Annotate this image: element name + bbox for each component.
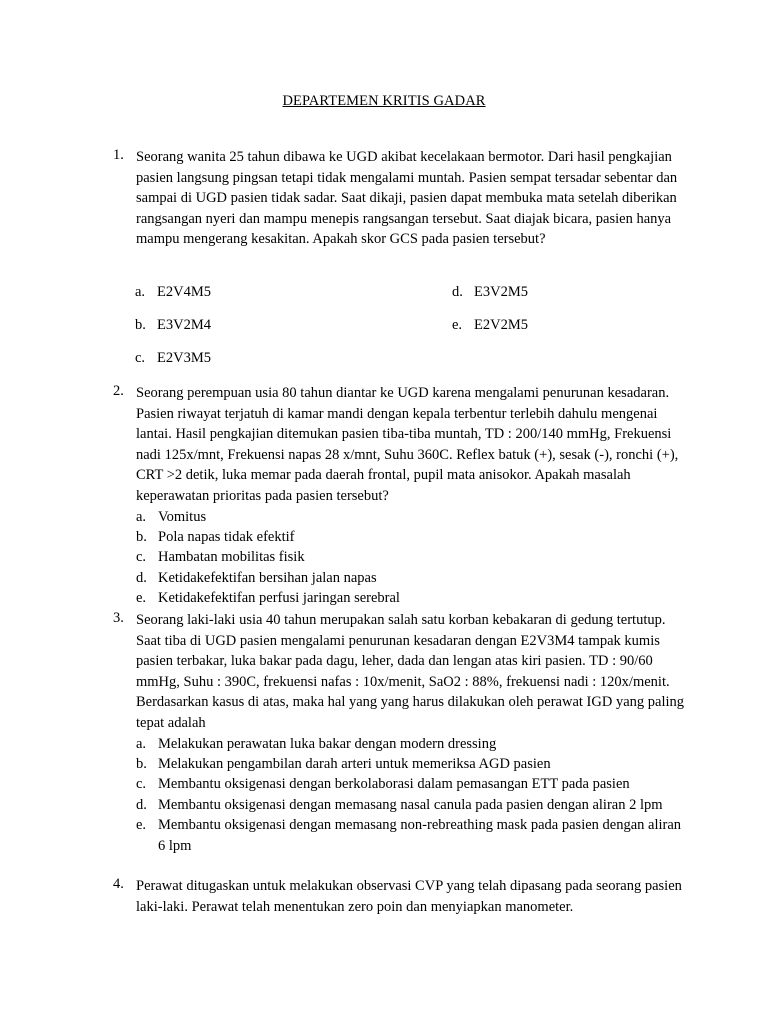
option-item	[136, 527, 688, 547]
question-text: Seorang laki-laki usia 40 tahun merupakan salah satu korban kebakaran di gedung tertutup. Saat tiba di UGD pasien mengalami penurunan kesadaran dengan E2V3M4 tampak kumis pasien terbakar, luka bakar pada dagu, leher, dada dan lengan atas kiri pasien. TD : 90/60 mmHg, Suhu : 390C, frekuensi nafas : 10x/menit, SaO2 : 88%, frekuensi nadi : 120x/menit. Berdasarkan kasus di atas, maka hal yang yang harus dilakukan oleh perawat IGD yang paling tepat adalah	[136, 612, 685, 731]
option-letter: b.	[135, 317, 146, 333]
option-item	[136, 774, 688, 794]
question-number: 2.	[113, 383, 124, 399]
question-text: Seorang wanita 25 tahun dibawa ke UGD akibat kecelakaan bermotor. Dari hasil pengkajian pasien langsung pingsan tetapi tidak mengalami muntah. Pasien sempat tersadar sebentar dan sampai di UGD pasien tidak sadar. Saat dikaji, pasien dapat membuka mata setelah diberikan rangsangan nyeri dan mampu menepis rangsangan tersebut. Saat diajak bicara, pasien hanya mampu mengerang kesakitan. Apakah skor GCS pada pasien tersebut?	[136, 149, 678, 248]
option-item	[136, 507, 688, 527]
option-text: E2V4M5	[157, 284, 211, 300]
option-text: E2V3M5	[157, 350, 211, 366]
question-4	[113, 876, 688, 917]
question-1	[113, 147, 688, 250]
option-letter: d.	[452, 284, 463, 300]
option-item	[136, 588, 688, 608]
option-text: Melakukan pengambilan darah arteri untuk memeriksa AGD pasien	[158, 755, 551, 772]
option-text: Ketidakefektifan perfusi jaringan serebral	[158, 590, 400, 607]
option-letter: d.	[136, 796, 147, 813]
question-number: 1.	[113, 147, 124, 163]
question-number: 4.	[113, 876, 124, 892]
option-item	[452, 317, 528, 334]
question-2	[113, 383, 688, 609]
option-text: Ketidakefektifan bersihan jalan napas	[158, 569, 377, 586]
option-letter: a.	[136, 508, 147, 525]
option-item	[135, 317, 211, 334]
option-text: Melakukan perawatan luka bakar dengan modern dressing	[158, 735, 497, 752]
question-text: Seorang perempuan usia 80 tahun diantar ke UGD karena mengalami penurunan kesadaran. Pasien riwayat terjatuh di kamar mandi dengan kepala terbentur terlebih dahulu mengenai lantai. Hasil pengkajian ditemukan pasien tiba-tiba muntah, TD : 200/140 mmHg, Frekuensi nadi 125x/mnt, Frekuensi napas 28 x/mnt, Suhu 360C. Reflex batuk (+), sesak (-), ronchi (+), CRT >2 detik, luka memar pada daerah frontal, pupil mata anisokor. Apakah masalah keperawatan prioritas pada pasien tersebut?	[136, 385, 679, 504]
question-2-options	[136, 507, 688, 609]
question-text: Perawat ditugaskan untuk melakukan observasi CVP yang telah dipasang pada seorang pasien laki-laki. Perawat telah menentukan zero poin dan menyiapkan manometer.	[136, 878, 682, 915]
option-item	[136, 568, 688, 588]
option-text: E2V2M5	[474, 317, 528, 333]
option-text: Vomitus	[158, 508, 207, 525]
option-letter: c.	[135, 350, 146, 366]
option-letter: d.	[136, 569, 147, 586]
option-letter: c.	[136, 549, 147, 566]
option-letter: a.	[136, 735, 147, 752]
option-item	[135, 350, 211, 367]
option-text: Pola napas tidak efektif	[158, 528, 295, 545]
option-text: E3V2M5	[474, 284, 528, 300]
option-letter: e.	[136, 590, 147, 607]
question-number: 3.	[113, 610, 124, 626]
option-item	[452, 284, 528, 301]
option-letter: c.	[136, 776, 147, 793]
option-letter: a.	[135, 284, 146, 300]
question-3-options	[136, 734, 688, 856]
document-title: DEPARTEMEN KRITIS GADAR	[282, 93, 486, 109]
option-letter: e.	[136, 817, 147, 834]
option-text: Membantu oksigenasi dengan berkolaborasi dalam pemasangan ETT pada pasien	[158, 776, 630, 793]
option-text: Membantu oksigenasi dengan memasang non-rebreathing mask pada pasien dengan aliran 6 lpm	[158, 817, 682, 854]
option-text: Membantu oksigenasi dengan memasang nasal canula pada pasien dengan aliran 2 lpm	[158, 796, 663, 813]
option-item	[135, 284, 211, 301]
option-letter: b.	[136, 755, 147, 772]
option-item	[136, 795, 688, 815]
option-item	[136, 754, 688, 774]
option-item	[136, 734, 688, 754]
option-item	[136, 815, 688, 856]
option-text: Hambatan mobilitas fisik	[158, 549, 305, 566]
option-item	[136, 547, 688, 567]
question-3	[113, 610, 688, 856]
option-text: E3V2M4	[157, 317, 211, 333]
option-letter: b.	[136, 528, 147, 545]
option-letter: e.	[452, 317, 463, 333]
